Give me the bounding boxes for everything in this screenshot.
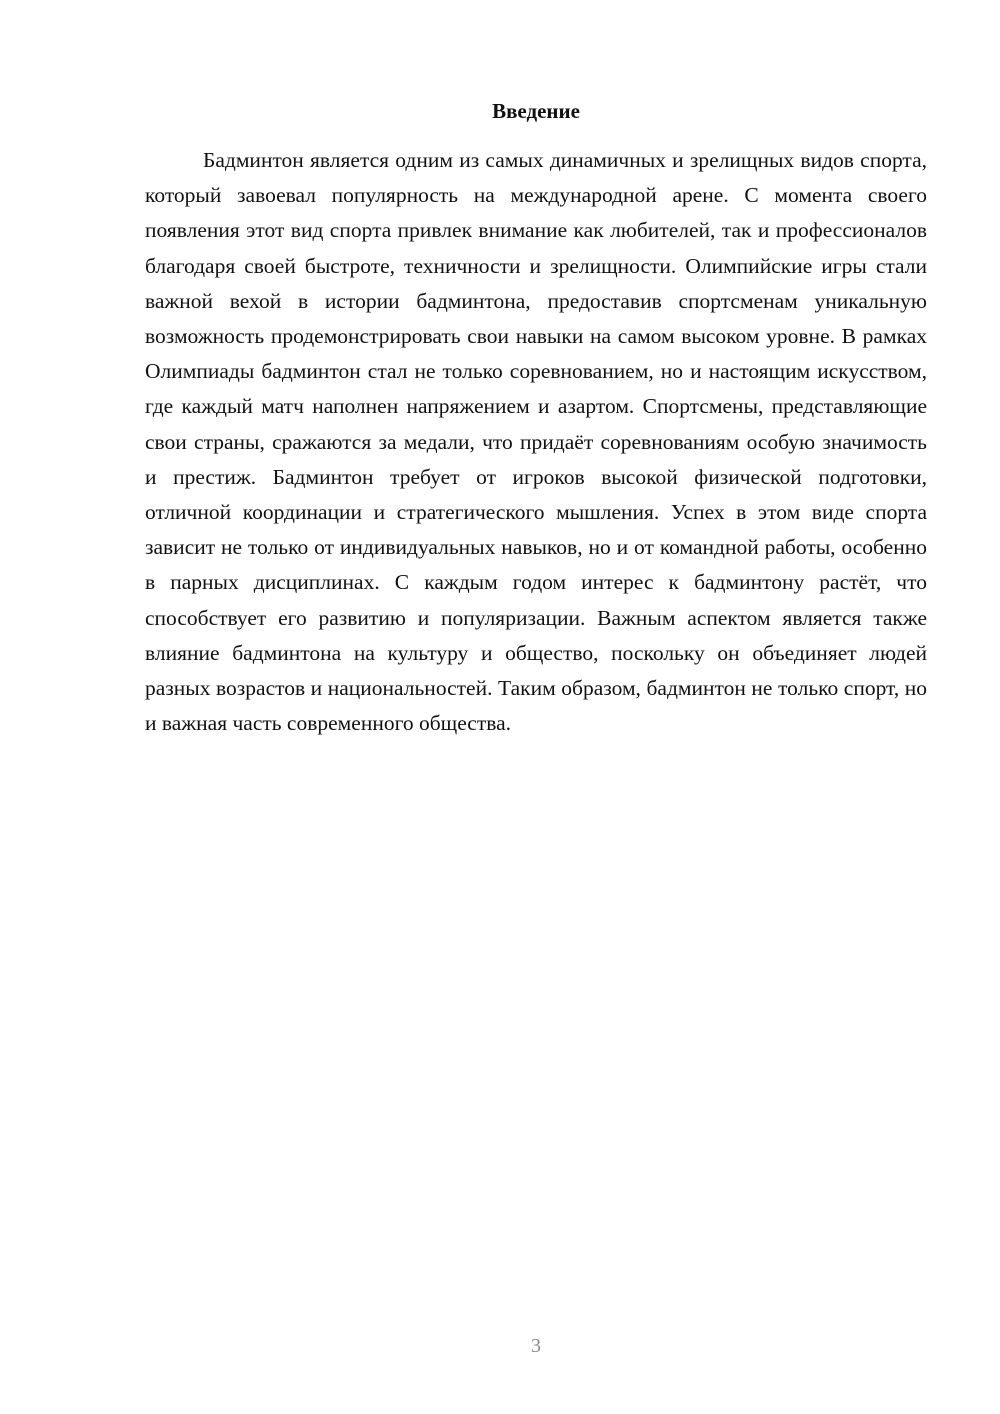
section-heading: Введение (492, 99, 580, 123)
page-number: 3 (531, 1335, 541, 1357)
body-paragraph: Бадминтон является одним из самых динамичных и зрелищных видов спорта, который завоевал популярность на международной арене. С момента своего появления этот вид спорта привлек внимание как любителей, так и профессионалов благодаря своей быстроте, техничности и зрелищности. Олимпийские игры стали важной вехой в истории бадминтона, предоставив спортсменам уникальную возможность продемонстрировать свои навыки на самом высоком уровне. В рамках Олимпиады бадминтон стал не только соревнованием, но и настоящим искусством, где каждый матч наполнен напряжением и азартом. Спортсмены, представляющие свои страны, сражаются за медали, что придаёт соревнованиям особую значимость и престиж. Бадминтон требует от игроков высокой физической подготовки, отличной координации и стратегического мышления. Успех в этом виде спорта зависит не только от индивидуальных навыков, но и от командной работы, особенно в парных дисциплинах. С каждым годом интерес к бадминтону растёт, что способствует его развитию и популяризации. Важным аспектом является также влияние бадминтона на культуру и общество, поскольку он объединяет людей разных возрастов и национальностей. Таким образом, бадминтон не только спорт, но и важная часть современного общества. (145, 148, 927, 736)
